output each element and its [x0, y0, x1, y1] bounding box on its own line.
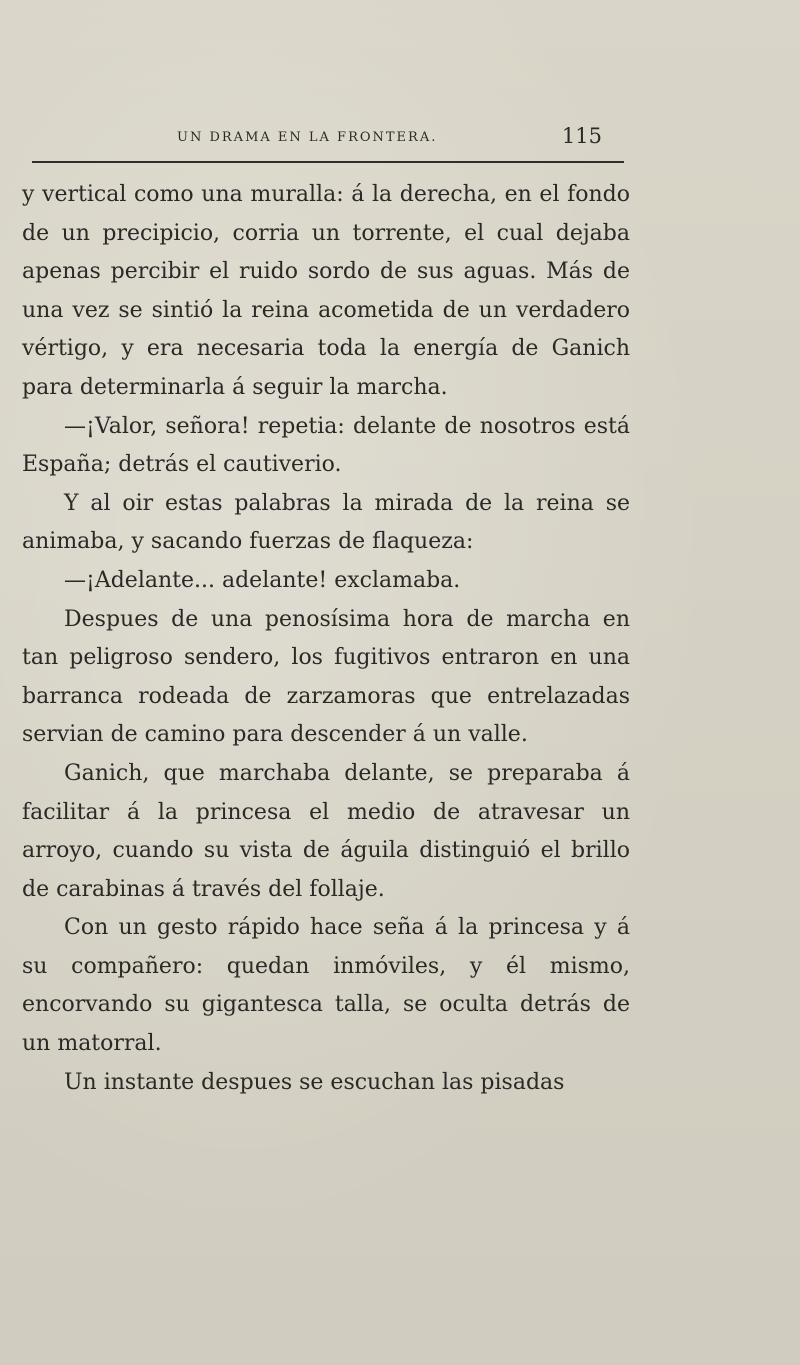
paragraph: Despues de una penosísima hora de marcha en tan peligroso sendero, los fugitivos entraron en una barranca rodeada de zarzamoras que entrelazadas servian de camino para descender á un valle.	[22, 606, 630, 748]
page-number: 115	[561, 124, 602, 148]
running-title: UN DRAMA EN LA FRONTERA.	[177, 130, 438, 145]
paragraph: —¡Adelante... adelante! exclamaba.	[64, 567, 461, 593]
body-text	[22, 176, 630, 1102]
paragraph: Con un gesto rápido hace seña á la princesa y á su compañero: quedan inmóviles, y él mismo, encorvando su gigantesca talla, se oculta detrás de un matorral.	[22, 915, 630, 1057]
page-header	[32, 122, 624, 154]
header-rule	[32, 161, 624, 163]
paragraph: y vertical como una muralla: á la derecha, en el fondo de un precipicio, corria un torrente, el cual dejaba apenas percibir el ruido sordo de sus aguas. Más de una vez se sintió la reina acometida de un verdadero vértigo, y era necesaria toda la energía de Ganich para determinarla á seguir la marcha.	[22, 182, 630, 400]
paragraph: Ganich, que marchaba delante, se preparaba á facilitar á la princesa el medio de atravesar un arroyo, cuando su vista de águila distinguió el brillo de carabinas á través del follaje.	[22, 760, 630, 902]
paragraph: Y al oir estas palabras la mirada de la reina se animaba, y sacando fuerzas de flaqueza:	[22, 490, 630, 555]
paragraph: Un instante despues se escuchan las pisadas	[64, 1069, 565, 1095]
paragraph: —¡Valor, señora! repetia: delante de nosotros está España; detrás el cautiverio.	[22, 413, 630, 478]
